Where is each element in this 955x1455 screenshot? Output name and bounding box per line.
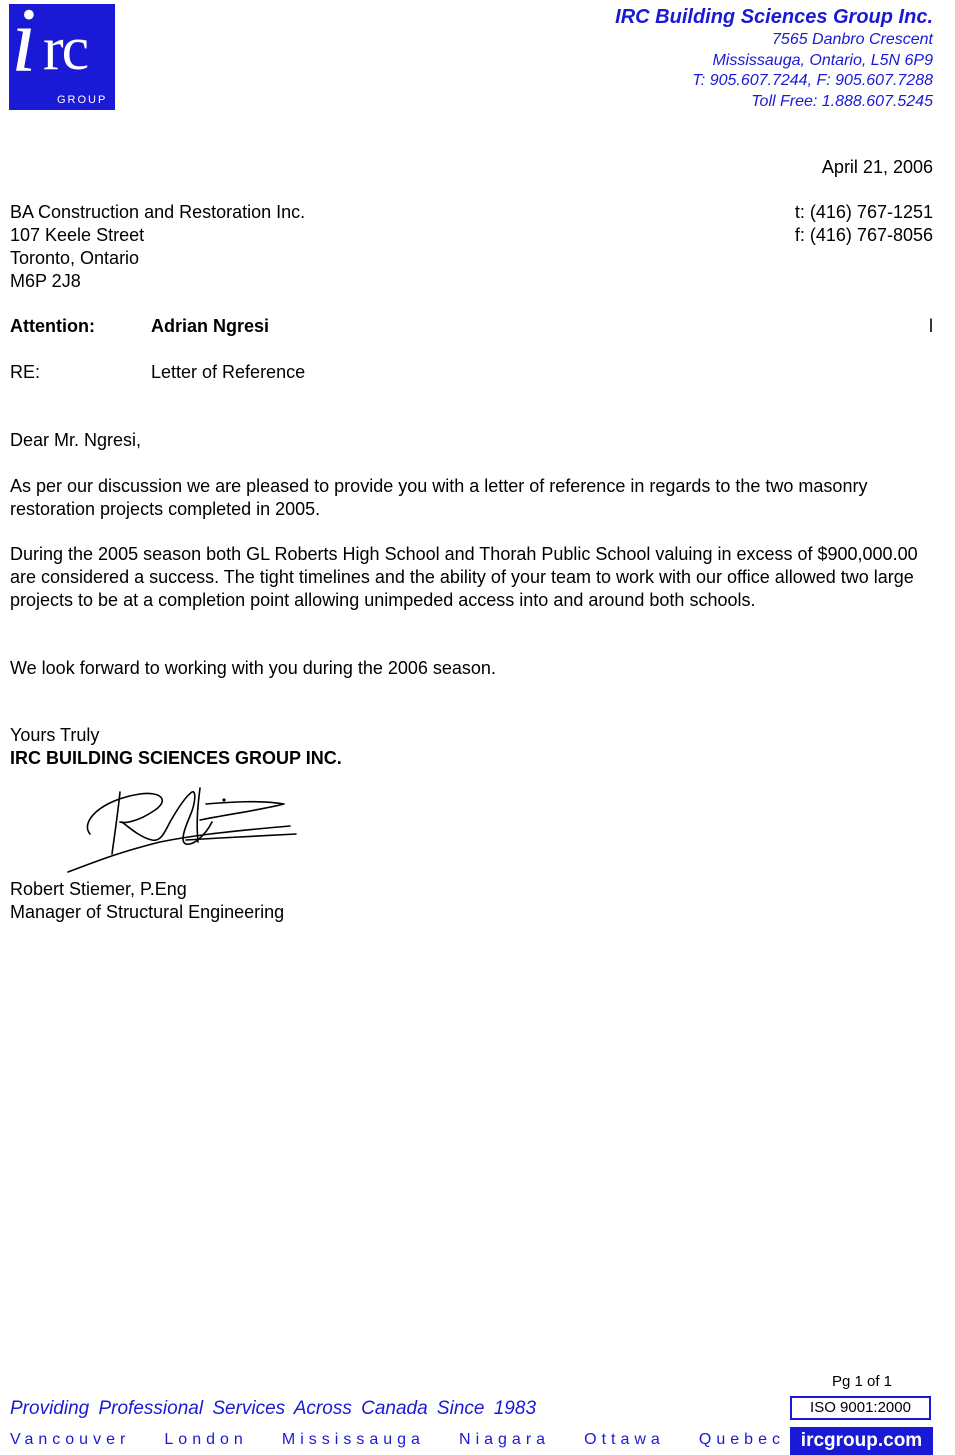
office-locations xyxy=(10,1431,785,1449)
attention-label: Attention: xyxy=(10,316,95,336)
logo-rc-letters: rc xyxy=(43,15,88,83)
body-paragraph: During the 2005 season both GL Roberts High School and Thorah Public School valuing in excess of $900,000.00 are considered a success. The tight timelines and the ability of your team to work with our office allowed two large projects to be at a completion point allowing unimpeded access into and around both schools. xyxy=(10,544,918,610)
website-link[interactable]: ircgroup.com xyxy=(790,1427,933,1455)
signer-block xyxy=(10,878,284,924)
company-phone-fax: T: 905.607.7244, F: 905.607.7288 xyxy=(692,72,933,89)
footer-tagline: Providing Professional Services Across Canada Since 1983 xyxy=(10,1398,537,1419)
attention-value: Adrian Ngresi xyxy=(151,316,270,336)
attention-line xyxy=(10,315,269,338)
margin-mark: l xyxy=(929,316,933,336)
re-line xyxy=(10,361,305,384)
body-paragraph: We look forward to working with you during the 2006 season. xyxy=(10,658,496,678)
company-logo xyxy=(9,0,115,110)
office-city: Vancouver xyxy=(10,1431,131,1448)
signer-title: Manager of Structural Engineering xyxy=(10,902,285,922)
body-paragraph: As per our discussion we are pleased to provide you with a letter of reference in regards to the two masonry restoration projects completed in 2005. xyxy=(10,476,868,519)
office-city: London xyxy=(164,1431,248,1448)
recipient-contact xyxy=(795,201,933,247)
re-value: Letter of Reference xyxy=(151,362,306,382)
closing xyxy=(10,724,342,770)
office-city: Mississauga xyxy=(281,1431,425,1448)
office-city: Niagara xyxy=(459,1431,551,1448)
logo-group-text: GROUP xyxy=(57,94,108,106)
recipient-fax: f: (416) 767-8056 xyxy=(794,225,933,245)
logo-i-letter: i xyxy=(11,0,37,91)
recipient-city: Toronto, Ontario xyxy=(10,248,140,268)
signer-name: Robert Stiemer, P.Eng xyxy=(10,879,187,899)
office-city: Ottawa xyxy=(584,1431,665,1448)
salutation: Dear Mr. Ngresi, xyxy=(10,430,142,450)
letter-date: April 21, 2006 xyxy=(821,157,933,177)
recipient-postal: M6P 2J8 xyxy=(10,271,81,291)
recipient-name: BA Construction and Restoration Inc. xyxy=(10,202,306,222)
valediction: Yours Truly xyxy=(10,725,100,745)
office-city: Quebec xyxy=(698,1431,785,1448)
handwritten-signature xyxy=(60,782,305,877)
iso-certification-badge: ISO 9001:2000 xyxy=(790,1396,931,1420)
recipient-phone: t: (416) 767-1251 xyxy=(794,202,933,222)
company-toll-free: Toll Free: 1.888.607.5245 xyxy=(751,92,933,110)
re-label: RE: xyxy=(10,362,41,382)
company-address-1: 7565 Danbro Crescent xyxy=(772,31,933,48)
recipient-street: 107 Keele Street xyxy=(10,225,145,245)
company-address-2: Mississauga, Ontario, L5N 6P9 xyxy=(712,51,933,69)
recipient-address xyxy=(10,201,305,293)
closing-company: IRC BUILDING SCIENCES GROUP INC. xyxy=(10,748,342,768)
company-name: IRC Building Sciences Group Inc. xyxy=(615,6,933,28)
page-number: Pg 1 of 1 xyxy=(831,1373,892,1390)
letterhead xyxy=(615,4,933,112)
